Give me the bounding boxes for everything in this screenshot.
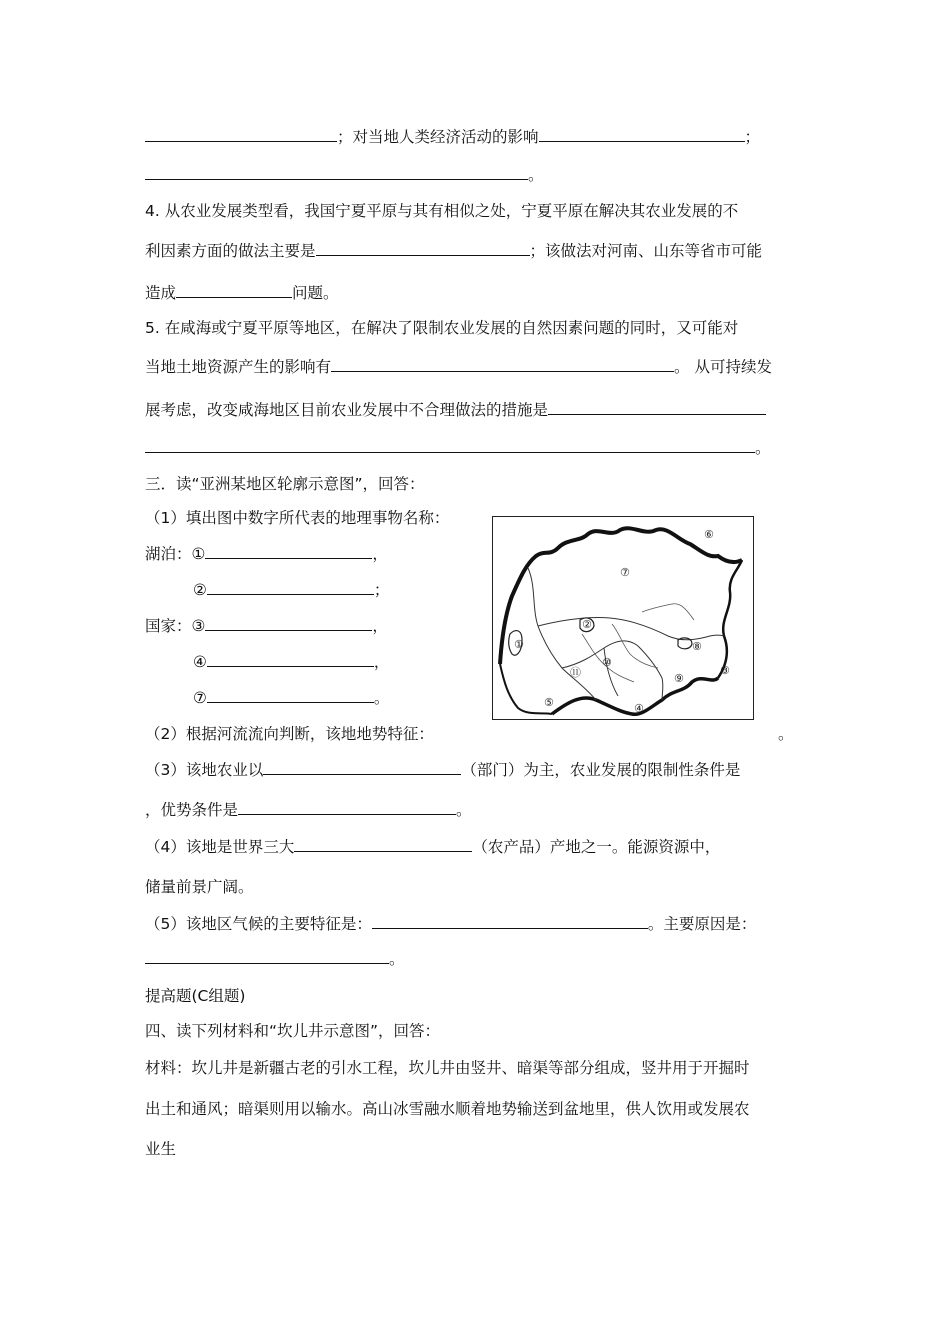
- section-3-q4-line-2: 储量前景广阔。: [145, 878, 254, 896]
- blank[interactable]: [372, 914, 648, 929]
- blank[interactable]: [205, 544, 372, 559]
- section-3-q4-line-1: （4）该地是世界三大 （农产品）产地之一。能源资源中，: [145, 838, 721, 856]
- question-4-line-2: 利因素方面的做法主要是 ；该做法对河南、山东等省市可能: [145, 242, 763, 260]
- blank[interactable]: [205, 616, 372, 631]
- map-label: ④: [634, 702, 644, 715]
- blank[interactable]: [145, 127, 337, 142]
- section-4-material-line-2: 出土和通风；暗渠则用以输水。高山冰雪融水顺着地势输送到盆地里，供人饮用或发展农: [145, 1100, 750, 1118]
- blank[interactable]: [238, 800, 456, 815]
- question-5-line-4: 。: [145, 438, 771, 458]
- map-label: ⑤: [544, 696, 554, 709]
- map-label: ①: [514, 638, 524, 651]
- blank[interactable]: [316, 241, 530, 256]
- section-3-q1: （1）填出图中数字所代表的地理事物名称：: [145, 509, 450, 527]
- country-3-row: 国家：③ ，: [145, 617, 388, 635]
- blank[interactable]: [548, 400, 766, 415]
- question-5-line-3: 展考虑，改变咸海地区目前农业发展中不合理做法的措施是: [145, 400, 766, 420]
- map-frame: [493, 517, 754, 720]
- country-4-row: ④ ，: [193, 653, 390, 671]
- blank[interactable]: [176, 283, 292, 298]
- asia-region-outline-map: [492, 516, 754, 720]
- map-label: ⑨: [674, 672, 684, 685]
- lake-2-row: ② ；: [193, 581, 390, 599]
- blank[interactable]: [294, 837, 472, 852]
- answer-line-1: ；对当地人类经济活动的影响 ；: [145, 127, 760, 147]
- blank[interactable]: [263, 760, 461, 775]
- blank[interactable]: [207, 688, 374, 703]
- map-label: ②: [582, 618, 592, 631]
- question-5-line-1: 5. 在咸海或宁夏平原等地区，在解决了限制农业发展的自然因素问题的同时，又可能对: [145, 319, 739, 337]
- section-3-q5-line-2: 。: [145, 949, 405, 969]
- blank[interactable]: [207, 580, 374, 595]
- blank[interactable]: [331, 357, 674, 372]
- question-4-line-3: 造成 问题。: [145, 284, 339, 302]
- map-label: ⑧: [692, 640, 702, 653]
- country-7-row: ⑦ 。: [193, 689, 390, 707]
- blank[interactable]: [539, 127, 745, 142]
- section-3-title: 三．读“亚洲某地区轮廓示意图”，回答：: [145, 475, 425, 493]
- section-c-title: 提高题(C组题): [145, 987, 246, 1005]
- section-3-q5-line-1: （5）该地区气候的主要特征是： 。主要原因是：: [145, 915, 757, 933]
- section-4-title: 四、读下列材料和“坎儿井示意图”，回答：: [145, 1022, 441, 1040]
- section-4-material-line-3: 业生: [145, 1140, 177, 1158]
- section-3-q3-line-2: ，优势条件是 。: [145, 801, 472, 819]
- lake-1-row: 湖泊：① ，: [145, 545, 388, 563]
- map-label: ⑦: [620, 566, 630, 579]
- map-label: ⑩: [602, 656, 612, 669]
- section-3-q2: （2）根据河流流向判断，该地地势特征：: [145, 725, 434, 743]
- answer-line-2: 。: [145, 165, 544, 185]
- map-label: ⑪: [570, 666, 581, 679]
- question-4-line-1: 4. 从农业发展类型看，我国宁夏平原与其有相似之处，宁夏平原在解决其农业发展的不: [145, 202, 739, 220]
- blank[interactable]: [145, 165, 528, 180]
- blank[interactable]: [207, 652, 374, 667]
- section-4-material-line-1: 材料：坎儿井是新疆古老的引水工程，坎儿井由竖井、暗渠等部分组成，竖井用于开掘时: [145, 1059, 750, 1077]
- blank[interactable]: [145, 949, 389, 964]
- section-3-q3-line-1: （3）该地农业以 （部门）为主，农业发展的限制性条件是: [145, 761, 741, 779]
- map-label: ③: [720, 664, 730, 677]
- blank[interactable]: [145, 438, 755, 453]
- map-label: ⑥: [704, 528, 714, 541]
- question-5-line-2: 当地土地资源产生的影响有 。 从可持续发: [145, 358, 772, 376]
- section-3-q2-end: 。: [778, 725, 794, 743]
